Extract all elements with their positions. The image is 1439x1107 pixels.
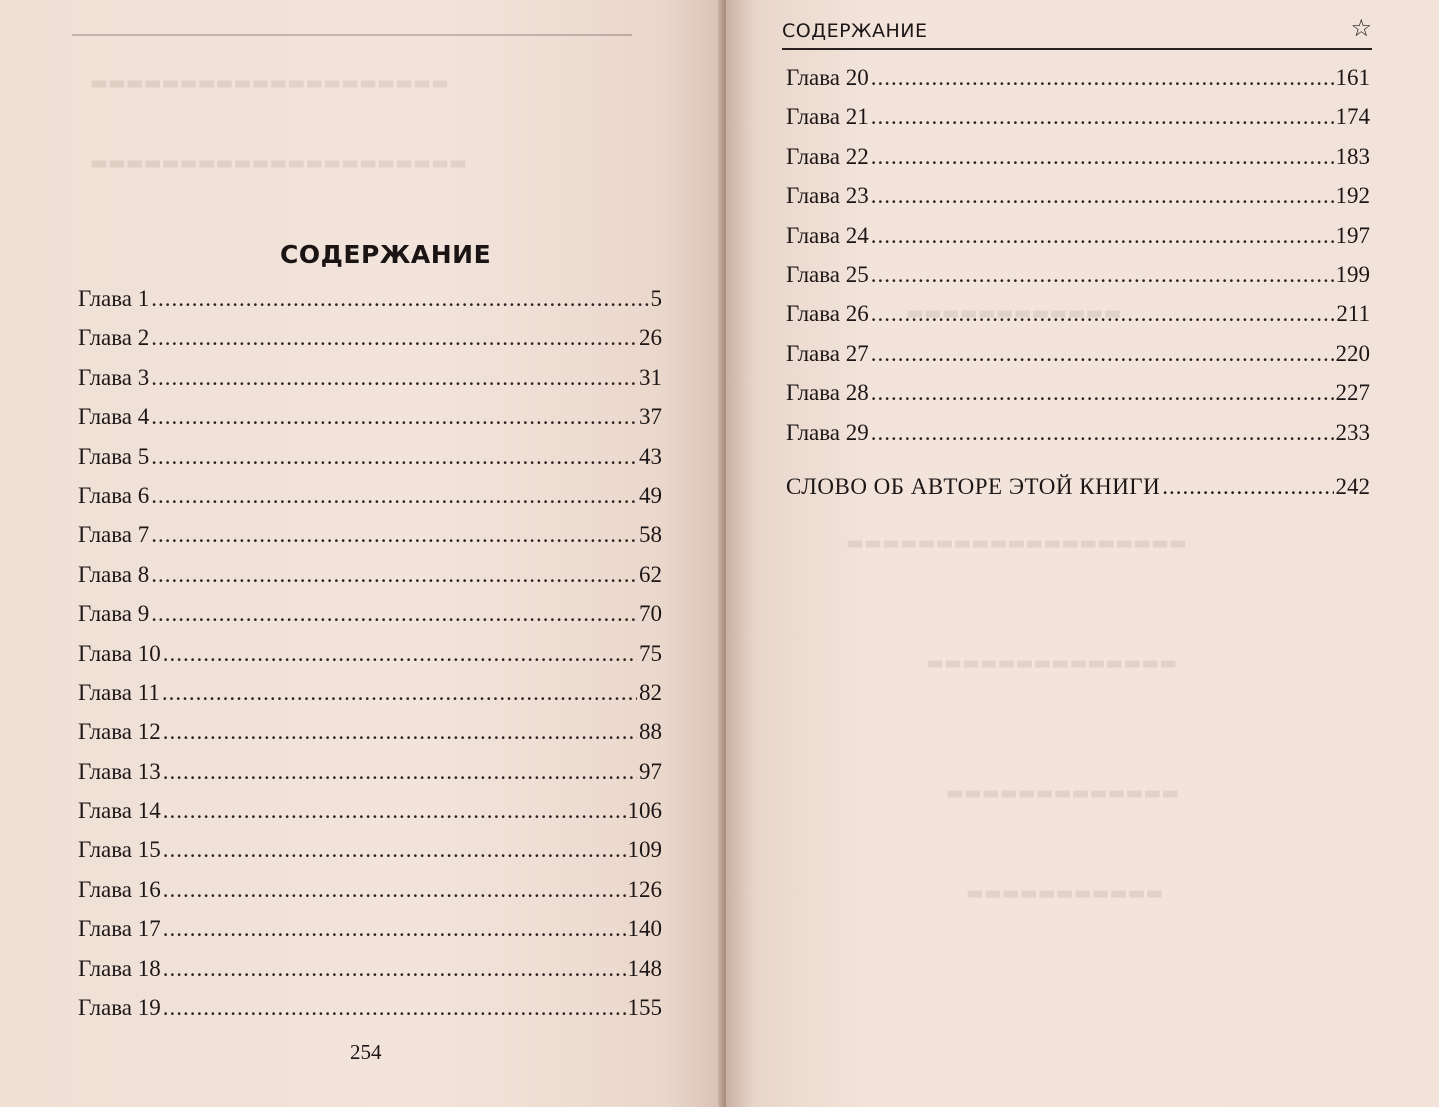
bleed-through-header-rule: [72, 34, 632, 36]
toc-entry-page: 174: [1335, 104, 1370, 130]
toc-entry: [786, 341, 1370, 380]
toc-entry: [78, 995, 662, 1034]
toc-entry: [786, 380, 1370, 419]
toc-entry: [78, 522, 662, 561]
toc-entry: [78, 325, 662, 364]
toc-entry-author: [786, 474, 1370, 500]
leader-dots: [1162, 474, 1333, 500]
toc-entry-page: 88: [639, 719, 662, 745]
toc-entry-label: Глава 18: [78, 955, 161, 981]
toc-entry-page: 183: [1335, 143, 1370, 169]
toc-entry: [78, 641, 662, 680]
toc-entry-page: 155: [627, 995, 662, 1021]
toc-entry: [786, 301, 1370, 340]
toc-entry-page: 5: [650, 286, 662, 311]
leader-dots: [162, 680, 637, 706]
toc-entry: [78, 562, 662, 601]
leader-dots: [871, 65, 1334, 91]
toc-entry: [78, 916, 662, 955]
toc-entry-label: Глава 13: [78, 758, 161, 784]
toc-entry-label: Глава 24: [786, 222, 869, 248]
bleed-through-text: ▬▬▬▬▬▬▬▬▬▬▬▬▬▬▬▬▬▬▬: [846, 532, 1188, 554]
toc-entry: [78, 286, 662, 325]
leader-dots: [163, 798, 626, 824]
leader-dots: [871, 262, 1334, 288]
toc-entry-label: СЛОВО ОБ АВТОРЕ ЭТОЙ КНИГИ: [786, 474, 1161, 499]
toc-entry-page: 242: [1335, 474, 1370, 499]
leader-dots: [163, 719, 637, 745]
leader-dots: [163, 877, 626, 903]
toc-entry-page: 220: [1335, 340, 1370, 366]
leader-dots: [871, 380, 1334, 406]
toc-entry-page: 43: [639, 443, 662, 469]
toc-entry-label: Глава 7: [78, 522, 150, 548]
toc-entry: [78, 719, 662, 758]
toc-entry: [786, 65, 1370, 104]
toc-entry: [78, 444, 662, 483]
page-number: 254: [350, 1040, 382, 1064]
toc-entry-label: Глава 5: [78, 443, 150, 469]
toc-entry-page: 49: [639, 482, 662, 508]
toc-entry: [78, 798, 662, 837]
leader-dots: [163, 916, 626, 942]
toc-entry: [78, 601, 662, 640]
toc-list-left: [78, 286, 662, 1034]
toc-entry-page: 140: [627, 916, 662, 942]
toc-entry: [78, 483, 662, 522]
leader-dots: [151, 325, 637, 351]
leader-dots: [871, 223, 1334, 249]
toc-entry: [786, 104, 1370, 143]
toc-entry: [786, 262, 1370, 301]
toc-entry: [786, 144, 1370, 183]
toc-entry: [786, 183, 1370, 222]
toc-entry-label: Глава 8: [78, 561, 150, 587]
leader-dots: [871, 183, 1334, 209]
leader-dots: [151, 483, 637, 509]
toc-entry-label: Глава 1: [78, 286, 150, 311]
right-page: [726, 0, 1439, 1107]
toc-entry-label: Глава 9: [78, 601, 150, 627]
leader-dots: [163, 641, 637, 667]
toc-entry-page: 70: [639, 601, 662, 627]
toc-entry: [78, 404, 662, 443]
toc-entry-page: 199: [1335, 261, 1370, 287]
toc-entry-page: 82: [639, 679, 662, 705]
toc-entry-label: Глава 2: [78, 325, 150, 351]
toc-entry-page: 192: [1335, 183, 1370, 209]
bleed-through-text: ▬▬▬▬▬▬▬▬▬▬▬▬▬▬▬▬▬▬▬▬: [90, 72, 450, 94]
leader-dots: [871, 104, 1334, 130]
bleed-through-text: ▬▬▬▬▬▬▬▬▬▬▬▬▬▬▬▬▬▬▬▬▬: [90, 152, 467, 174]
running-header: [782, 14, 1372, 50]
star-icon: ☆: [1350, 14, 1372, 42]
toc-entry-page: 126: [627, 876, 662, 902]
toc-entry-label: Глава 26: [786, 301, 869, 327]
toc-entry-page: 31: [639, 364, 662, 390]
toc-entry-page: 148: [627, 955, 662, 981]
toc-entry-page: 37: [639, 404, 662, 430]
toc-entry-label: Глава 3: [78, 364, 150, 390]
toc-entry-label: Глава 16: [78, 876, 161, 902]
toc-entry-label: Глава 11: [78, 679, 160, 705]
toc-entry-page: 26: [639, 325, 662, 351]
toc-entry-label: Глава 19: [78, 995, 161, 1021]
leader-dots: [163, 759, 637, 785]
toc-entry-page: 58: [639, 522, 662, 548]
leader-dots: [163, 837, 626, 863]
toc-entry-page: 97: [639, 758, 662, 784]
bleed-through-text: ▬▬▬▬▬▬▬▬▬▬▬▬▬: [946, 782, 1180, 804]
page-title: СОДЕРЖАНИЕ: [280, 240, 492, 269]
leader-dots: [151, 522, 637, 548]
toc-entry: [78, 680, 662, 719]
bleed-through-text: ▬▬▬▬▬▬▬▬▬▬▬▬▬▬: [926, 652, 1178, 674]
leader-dots: [151, 562, 637, 588]
toc-entry-page: 109: [627, 837, 662, 863]
toc-entry-label: Глава 4: [78, 404, 150, 430]
leader-dots: [871, 420, 1334, 446]
toc-entry-label: Глава 23: [786, 183, 869, 209]
toc-entry-page: 62: [639, 561, 662, 587]
toc-entry-page: 211: [1336, 301, 1370, 327]
toc-entry-label: Глава 28: [786, 380, 869, 406]
leader-dots: [871, 301, 1335, 327]
toc-entry-label: Глава 21: [786, 104, 869, 130]
toc-entry-label: Глава 17: [78, 916, 161, 942]
toc-entry: [78, 365, 662, 404]
toc-entry-page: 75: [639, 640, 662, 666]
leader-dots: [871, 341, 1334, 367]
leader-dots: [151, 365, 637, 391]
toc-entry-label: Глава 14: [78, 798, 161, 824]
toc-entry-label: Глава 22: [786, 143, 869, 169]
leader-dots: [151, 404, 637, 430]
leader-dots: [151, 444, 637, 470]
leader-dots: [151, 601, 637, 627]
bleed-through-text: ▬▬▬▬▬▬▬▬▬▬▬: [966, 882, 1164, 904]
leader-dots: [871, 144, 1334, 170]
leader-dots: [163, 956, 626, 982]
running-header-title: СОДЕРЖАНИЕ: [782, 20, 928, 42]
toc-entry-page: 106: [627, 798, 662, 824]
toc-list-right: [786, 65, 1370, 459]
leader-dots: [163, 995, 626, 1021]
toc-entry-page: 227: [1335, 380, 1370, 406]
bleed-through-text: ▬▬▬▬▬▬▬▬▬▬▬▬: [906, 302, 1122, 324]
toc-entry-label: Глава 20: [786, 65, 869, 90]
toc-entry-label: Глава 29: [786, 419, 869, 445]
toc-entry: [78, 759, 662, 798]
toc-entry: [78, 877, 662, 916]
toc-entry-label: Глава 27: [786, 340, 869, 366]
toc-entry-label: Глава 15: [78, 837, 161, 863]
toc-entry-label: Глава 10: [78, 640, 161, 666]
toc-entry: [786, 223, 1370, 262]
toc-entry-page: 233: [1335, 419, 1370, 445]
leader-dots: [151, 286, 648, 312]
toc-entry-label: Глава 12: [78, 719, 161, 745]
toc-entry: [786, 420, 1370, 459]
toc-entry-page: 161: [1335, 65, 1370, 90]
toc-entry: [78, 837, 662, 876]
toc-entry-label: Глава 6: [78, 482, 150, 508]
toc-entry: [78, 956, 662, 995]
toc-entry-page: 197: [1335, 222, 1370, 248]
toc-entry-label: Глава 25: [786, 261, 869, 287]
